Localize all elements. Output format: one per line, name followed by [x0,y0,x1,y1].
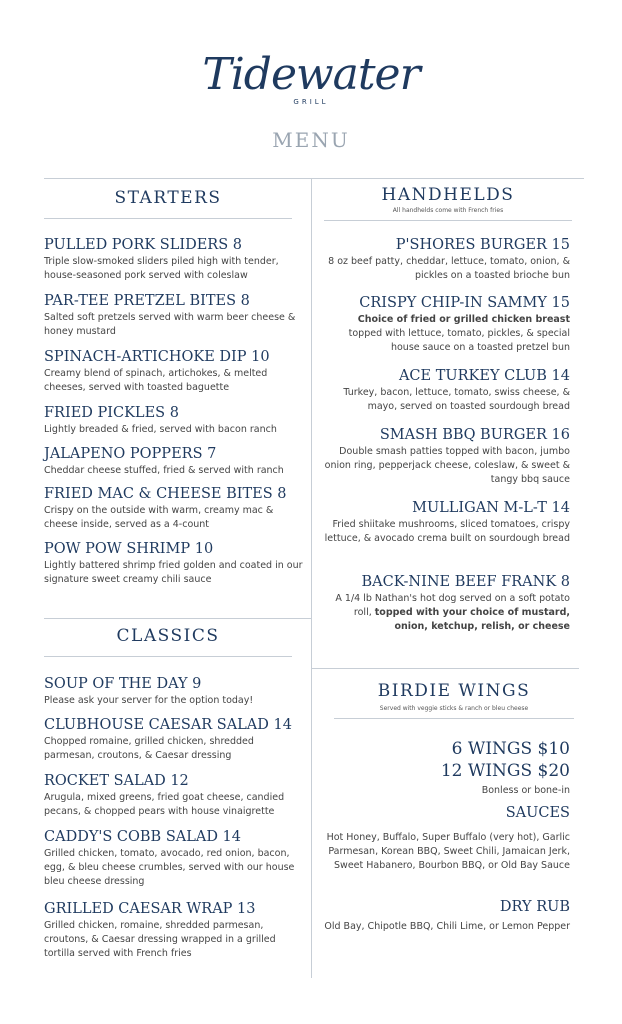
item-desc: Lightly breaded & fried, served with bacon ranch [44,424,277,435]
wings-underline [334,718,574,719]
wings-style [320,783,570,798]
menu-item [320,236,570,283]
brand-sub: GRILL [293,98,329,106]
sauces-block [320,804,570,873]
item-name: SPINACH-ARTICHOKE DIP 10 [44,349,270,365]
item-desc-bold: topped with your choice of mustard, onion, ketchup, relish, or cheese [374,607,570,632]
classics-underline [44,656,292,657]
menu-item [44,675,304,708]
sauces-heading: SAUCES [505,805,570,821]
item-desc: Arugula, mixed greens, fried goat cheese, candied pecans, & chopped pears with house vinaigrette [44,792,285,817]
twelve-wings-price: 12 WINGS $20 [440,761,570,781]
menu-item [44,485,304,532]
item-name: PAR-TEE PRETZEL BITES 8 [44,293,250,309]
item-name: MULLIGAN M-L-T 14 [412,500,570,516]
classics-heading: CLASSICS [116,626,220,646]
item-desc: Creamy blend of spinach, artichokes, & melted cheeses, served with toasted baguette [44,368,268,393]
wings-style-text: Bonless or bone-in [481,785,570,796]
handhelds-heading: HANDHELDS [381,185,515,205]
menu-item [320,426,570,487]
wings-note: Served with veggie sticks & ranch or bleu cheese [379,705,529,712]
menu-item [44,900,304,961]
item-desc-bold: Choice of fried or grilled chicken breast [357,314,570,325]
item-desc: Crispy on the outside with warm, creamy mac & cheese inside, served as a 4-count [44,505,274,530]
item-name: FRIED MAC & CHEESE BITES 8 [44,486,287,502]
menu-item [44,348,304,395]
starters-heading: STARTERS [114,188,222,208]
menu-title: MENU [272,128,350,152]
menu-item [44,236,304,283]
item-name: P'SHORES BURGER 15 [395,237,570,253]
handhelds-underline [324,220,572,221]
item-name: SOUP OF THE DAY 9 [44,676,202,692]
item-name: CADDY'S COBB SALAD 14 [44,829,242,845]
item-name: PULLED PORK SLIDERS 8 [44,237,242,253]
item-name: FRIED PICKLES 8 [44,405,179,421]
starters-underline [44,218,292,219]
item-desc: Chopped romaine, grilled chicken, shredded parmesan, croutons, & Caesar dressing [44,736,254,761]
item-desc: Grilled chicken, romaine, shredded parmesan, croutons, & Caesar dressing wrapped in a grilled tortilla served with French fries [44,920,276,959]
item-desc: Turkey, bacon, lettuce, tomato, swiss cheese, & mayo, served on toasted sourdough bread [343,387,570,412]
dryrub-block [320,898,570,934]
menu-item [320,367,570,414]
item-desc: Triple slow-smoked sliders piled high with tender, house-seasoned pork served with coleslaw [44,256,279,281]
item-name: CLUBHOUSE CAESAR SALAD 14 [44,717,292,733]
sauces-list: Hot Honey, Buffalo, Super Buffalo (very hot), Garlic Parmesan, Korean BBQ, Sweet Chili, Jamaican Jerk, Sweet Habanero, Bourbon BBQ, or Old Bay Sauce [326,832,570,871]
brand-name: Tidewater [202,49,420,100]
item-name: BACK-NINE BEEF FRANK 8 [361,574,570,590]
wings-prices [330,738,570,782]
item-desc [320,592,570,634]
item-desc [320,313,570,355]
item-desc: Fried shiitake mushrooms, sliced tomatoes, crispy lettuce, & avocado crema built on sourdough bread [324,519,570,544]
handhelds-note: All handhelds come with French fries [392,207,504,214]
item-desc: Double smash patties topped with bacon, jumbo onion ring, pepperjack cheese, coleslaw, & sweet & tangy bbq sauce [324,446,570,485]
item-desc: 8 oz beef patty, cheddar, lettuce, tomato, onion, & pickles on a toasted brioche bun [328,256,570,281]
item-name: ACE TURKEY CLUB 14 [398,368,570,384]
item-name: POW POW SHRIMP 10 [44,541,214,557]
menu-item [44,540,304,587]
menu-item [320,499,570,546]
item-name: GRILLED CAESAR WRAP 13 [44,901,256,917]
item-name: CRISPY CHIP-IN SAMMY 15 [359,295,570,311]
left-mid-rule [44,618,312,619]
item-desc-rest: A 1/4 lb Nathan's hot dog served on a soft potato roll, [335,593,570,618]
item-desc: Grilled chicken, tomato, avocado, red onion, bacon, egg, & bleu cheese crumbles, served with our house bleu cheese dressing [44,848,295,887]
wings-heading: BIRDIE WINGS [377,681,531,701]
dryrub-heading: DRY RUB [499,899,570,915]
six-wings-price: 6 WINGS $10 [451,739,570,759]
menu-item [44,292,304,339]
item-desc-rest: topped with lettuce, tomato, pickles, & special house sauce on a toasted pretzel bun [348,328,570,353]
top-rule [44,178,584,179]
logo [0,50,622,106]
menu-item [44,404,304,437]
item-name: SMASH BBQ BURGER 16 [379,427,570,443]
menu-item [44,445,304,478]
menu-item [320,573,570,634]
dryrub-list: Old Bay, Chipotle BBQ, Chili Lime, or Lemon Pepper [324,921,570,932]
center-divider [311,178,312,978]
item-desc: Lightly battered shrimp fried golden and coated in our signature sweet creamy chili sauce [44,560,303,585]
item-desc: Please ask your server for the option today! [44,695,254,706]
menu-item [44,716,304,763]
menu-item [320,294,570,355]
item-desc: Salted soft pretzels served with warm beer cheese & honey mustard [44,312,296,337]
menu-item [44,772,304,819]
menu-item [44,828,304,889]
right-mid-rule [311,668,579,669]
item-desc: Cheddar cheese stuffed, fried & served with ranch [44,465,284,476]
item-name: ROCKET SALAD 12 [44,773,189,789]
item-name: JALAPENO POPPERS 7 [44,446,217,462]
